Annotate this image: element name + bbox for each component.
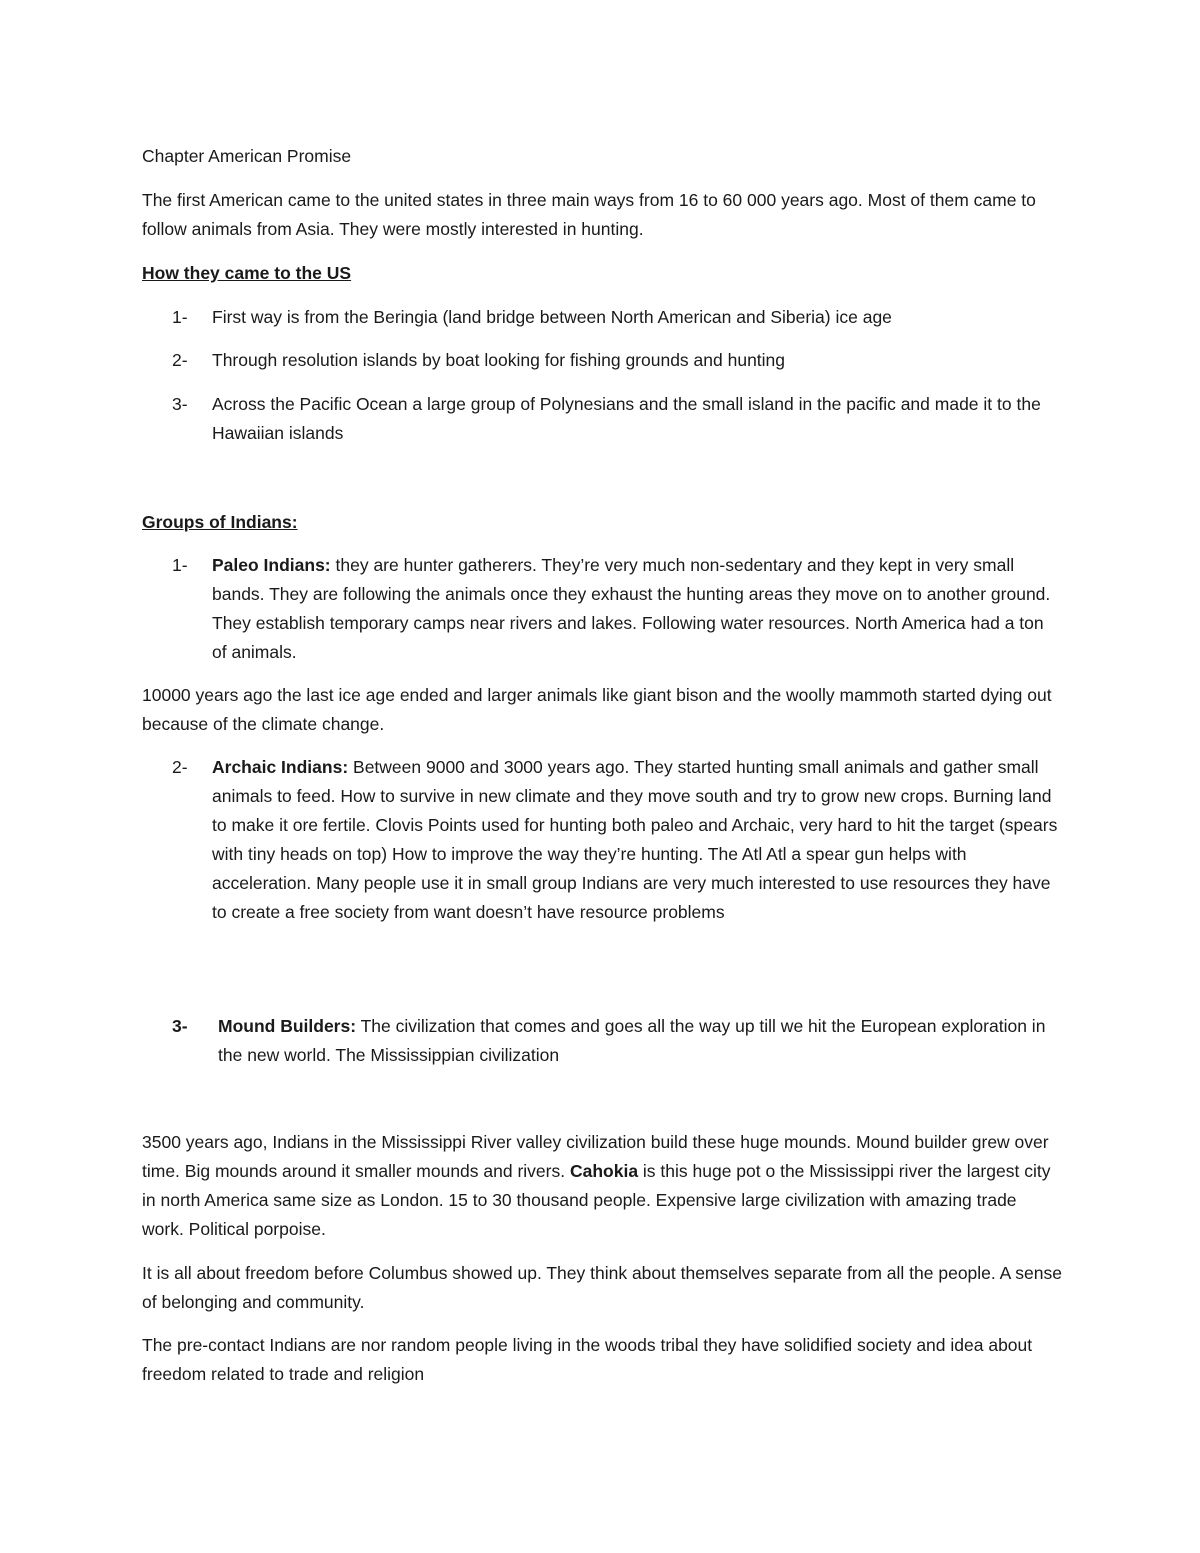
term-description: The civilization that comes and goes all the way up till we hit the European exploration in the new world. The Mississippian civilization bbox=[218, 1016, 1046, 1065]
cahokia-term: Cahokia bbox=[569, 1161, 639, 1181]
list-number: 1- bbox=[172, 307, 188, 327]
list-text: Through resolution islands by boat looking for fishing grounds and hunting bbox=[212, 350, 786, 370]
document-title: Chapter American Promise bbox=[142, 146, 352, 166]
precontact-paragraph: The pre-contact Indians are nor random people living in the woods tribal they have solidified society and idea about freedom related to trade and religion bbox=[142, 1335, 1033, 1384]
mounds-text-a: 3500 years ago, Indians in the Mississippi River valley civilization build these huge mounds. Mound builder grew over time. Big mounds around it smaller mounds and rivers. bbox=[142, 1132, 1049, 1181]
intro-paragraph: The first American came to the united states in three main ways from 16 to 60 000 years ago. Most of them came to follow animals from Asia. They were mostly interested in hunting. bbox=[142, 190, 1036, 239]
section-heading-how-they-came: How they came to the US bbox=[142, 263, 352, 283]
term-label: Archaic Indians: bbox=[212, 757, 349, 777]
list-text bbox=[212, 551, 1062, 667]
list-text bbox=[212, 753, 1062, 927]
freedom-paragraph: It is all about freedom before Columbus showed up. They think about themselves separate from all the people. A sense of belonging and community. bbox=[142, 1263, 1062, 1312]
list-number: 3- bbox=[172, 394, 188, 414]
section-heading-groups: Groups of Indians: bbox=[142, 512, 298, 532]
term-description: they are hunter gatherers. They’re very much non-sedentary and they kept in very small bands. They are following the animals once they exhaust the hunting areas they move on to another ground. They establish temporary camps near rivers and lakes. Following water resources. North America had a ton of animals. bbox=[212, 555, 1051, 662]
list-number: 2- bbox=[172, 757, 188, 777]
list-number: 1- bbox=[172, 555, 188, 575]
list-number: 3- bbox=[172, 1016, 188, 1036]
list-text: Across the Pacific Ocean a large group of Polynesians and the small island in the pacific and made it to the Hawaiian islands bbox=[212, 394, 1041, 443]
ice-age-paragraph: 10000 years ago the last ice age ended and larger animals like giant bison and the woolly mammoth started dying out because of the climate change. bbox=[142, 685, 1052, 734]
mounds-paragraph bbox=[142, 1128, 1062, 1244]
term-label: Paleo Indians: bbox=[212, 555, 331, 575]
list-text bbox=[218, 1012, 1062, 1070]
term-label: Mound Builders: bbox=[218, 1016, 357, 1036]
list-number: 2- bbox=[172, 350, 188, 370]
term-description: Between 9000 and 3000 years ago. They started hunting small animals and gather small animals to feed. How to survive in new climate and they move south and try to grow new crops. Burning land to make it ore fertile. Clovis Points used for hunting both paleo and Archaic, very hard to hit the target (spears with tiny heads on top) How to improve the way they’re hunting. The Atl Atl a spear gun helps with acceleration. Many people use it in small group Indians are very much interested to use resources they have to create a free society from want doesn’t have resource problems bbox=[212, 757, 1058, 922]
list-text: First way is from the Beringia (land bridge between North American and Siberia) ice age bbox=[212, 307, 892, 327]
mounds-text-b: is this huge pot o the Mississippi river the largest city in north America same size as London. 15 to 30 thousand people. Expensive large civilization with amazing trade work. Political porpoise. bbox=[142, 1161, 1051, 1239]
